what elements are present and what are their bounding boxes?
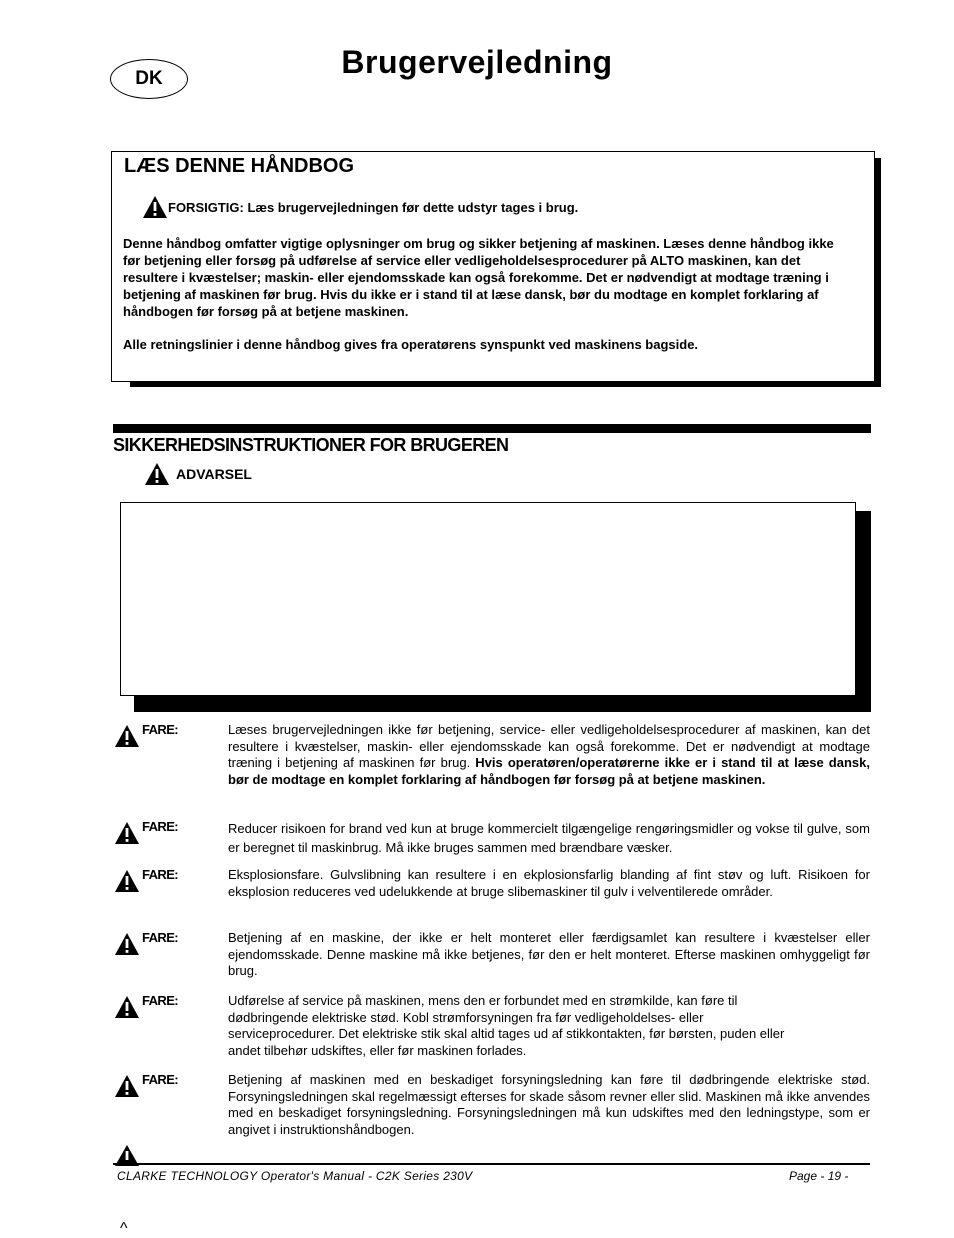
warning-item — [114, 867, 870, 900]
warning-bold-text: Hvis operatøren/operatørerne ikke er i stand til at læse dansk, bør de modtage en komplet forklaring af håndbogen før forsøg på at betjene maskinen. — [228, 755, 870, 787]
warning-item — [114, 993, 870, 1059]
danger-warning-icon — [114, 1074, 140, 1098]
caution-warning-icon — [142, 195, 168, 219]
warning-text: Udførelse af service på maskinen, mens den er forbundet med en strømkilde, kan føre til dødbringende elektriske stød. Kobl strømforsyningen fra før vedligeholdelses- eller serviceprocedurer. Det elektriske stik skal altid tages ud af stikkontakten, før børsten, puden eller andet tilbehør udskiftes, eller før maskinen forlades. — [228, 993, 785, 1058]
warning-item — [114, 930, 870, 980]
advarsel-line — [144, 462, 252, 486]
warning-item — [114, 1072, 870, 1138]
warning-text: Læses brugervejledningen ikke før betjening, service- eller vedligeholdelsesprocedurer af maskinen, kan det resultere i kvæstelser, maskin- eller ejendomsskade kan også forekomme. Det er nødvendigt at modtage træning i betjening af maskinen før brug. Hvis operatøren/operatørerne ikke er i stand til at læse dansk, bør de modtage en komplet forklaring af håndbogen før forsøg på at betjene maskinen. — [228, 722, 870, 787]
warning-box — [120, 502, 856, 696]
warning-text: Betjening af en maskine, der ikke er helt monteret eller færdigsamlet kan resultere i kvæstelser eller ejendomsskade. Denne maskine må ikke betjenes, før den er helt monteret. Efterse maskinen omhyggeligt før brug. — [228, 930, 870, 978]
section-divider — [113, 424, 871, 433]
footer-manual-title: CLARKE TECHNOLOGY Operator's Manual - C2K Series 230V — [117, 1169, 473, 1183]
caution-text: FORSIGTIG: Læs brugervejledningen før dette udstyr tages i brug. — [168, 199, 579, 215]
warning-text: Betjening af maskinen med en beskadiget forsyningsledning kan føre til dødbringende elektriske stød. Forsyningsledningen skal regelmæssigt efterses for skade såsom revner eller slid. Maskinen må ikke anvendes med en beskadiget forsyningsledning. Forsyningsledningen må kun udskiftes med den ledningstype, som er angivet i instruktionshåndbogen. — [228, 1072, 870, 1137]
warning-text: Reducer risikoen for brand ved kun at bruge kommercielt tilgængelige rengøringsmidler og vokse til gulve, som er beregnet til maskinbrug. Må ikke bruges sammen med brændbare væsker. — [228, 821, 870, 855]
danger-warning-icon — [114, 995, 140, 1019]
read-manual-paragraph-1: Denne håndbog omfatter vigtige oplysninger om brug og sikker betjening af maskinen. Læses denne håndbog ikke før betjening eller forsøg på udførelse af service eller vedligeholdelsesprocedurer på ALTO maskinen, kan det resultere i kvæstelser; maskin- eller ejendomsskade kan også forekomme. Det er nødvendigt at modtage træning i betjening af maskinen før brug. Hvis du ikke er i stand til at læse dansk, bør du modtage en komplet forklaring af håndbogen før forsøg på at betjene maskinen. — [123, 236, 834, 319]
safety-heading: SIKKERHEDSINSTRUKTIONER FOR BRUGEREN — [113, 435, 509, 455]
bottom-caret-glyph: ^ — [120, 1220, 128, 1237]
warning-text: Eksplosionsfare. Gulvslibning kan resultere i en ekplosionsfarlig blanding af fint støv og luft. Risikoen for eksplosion reduceres ved udelukkende at bruge slibemaskiner til gulv i velventilerede områder. — [228, 867, 870, 899]
language-badge: DK — [110, 59, 188, 99]
warning-item — [114, 819, 870, 857]
warning-label: FARE: — [142, 1072, 179, 1087]
danger-warning-icon — [114, 821, 140, 845]
read-manual-paragraph-2: Alle retningslinier i denne håndbog gives fra operatørens synspunkt ved maskinens bagside. — [123, 337, 699, 352]
warning-label: FARE: — [142, 867, 179, 882]
caution-line — [142, 195, 578, 219]
advarsel-warning-icon — [144, 462, 170, 486]
warning-label: FARE: — [142, 930, 179, 945]
warning-label: FARE: — [142, 993, 179, 1008]
read-manual-heading: LÆS DENNE HÅNDBOG — [124, 155, 355, 177]
footer-divider — [113, 1163, 870, 1165]
danger-warning-icon — [114, 932, 140, 956]
danger-warning-icon — [114, 724, 140, 748]
footer-page-number: Page - 19 - — [789, 1169, 849, 1183]
danger-warning-icon — [114, 869, 140, 893]
advarsel-label: ADVARSEL — [176, 466, 252, 482]
warning-item — [114, 722, 870, 788]
page-title: Brugervejledning — [341, 44, 613, 80]
warning-label: FARE: — [142, 819, 179, 834]
warning-label: FARE: — [142, 722, 179, 737]
